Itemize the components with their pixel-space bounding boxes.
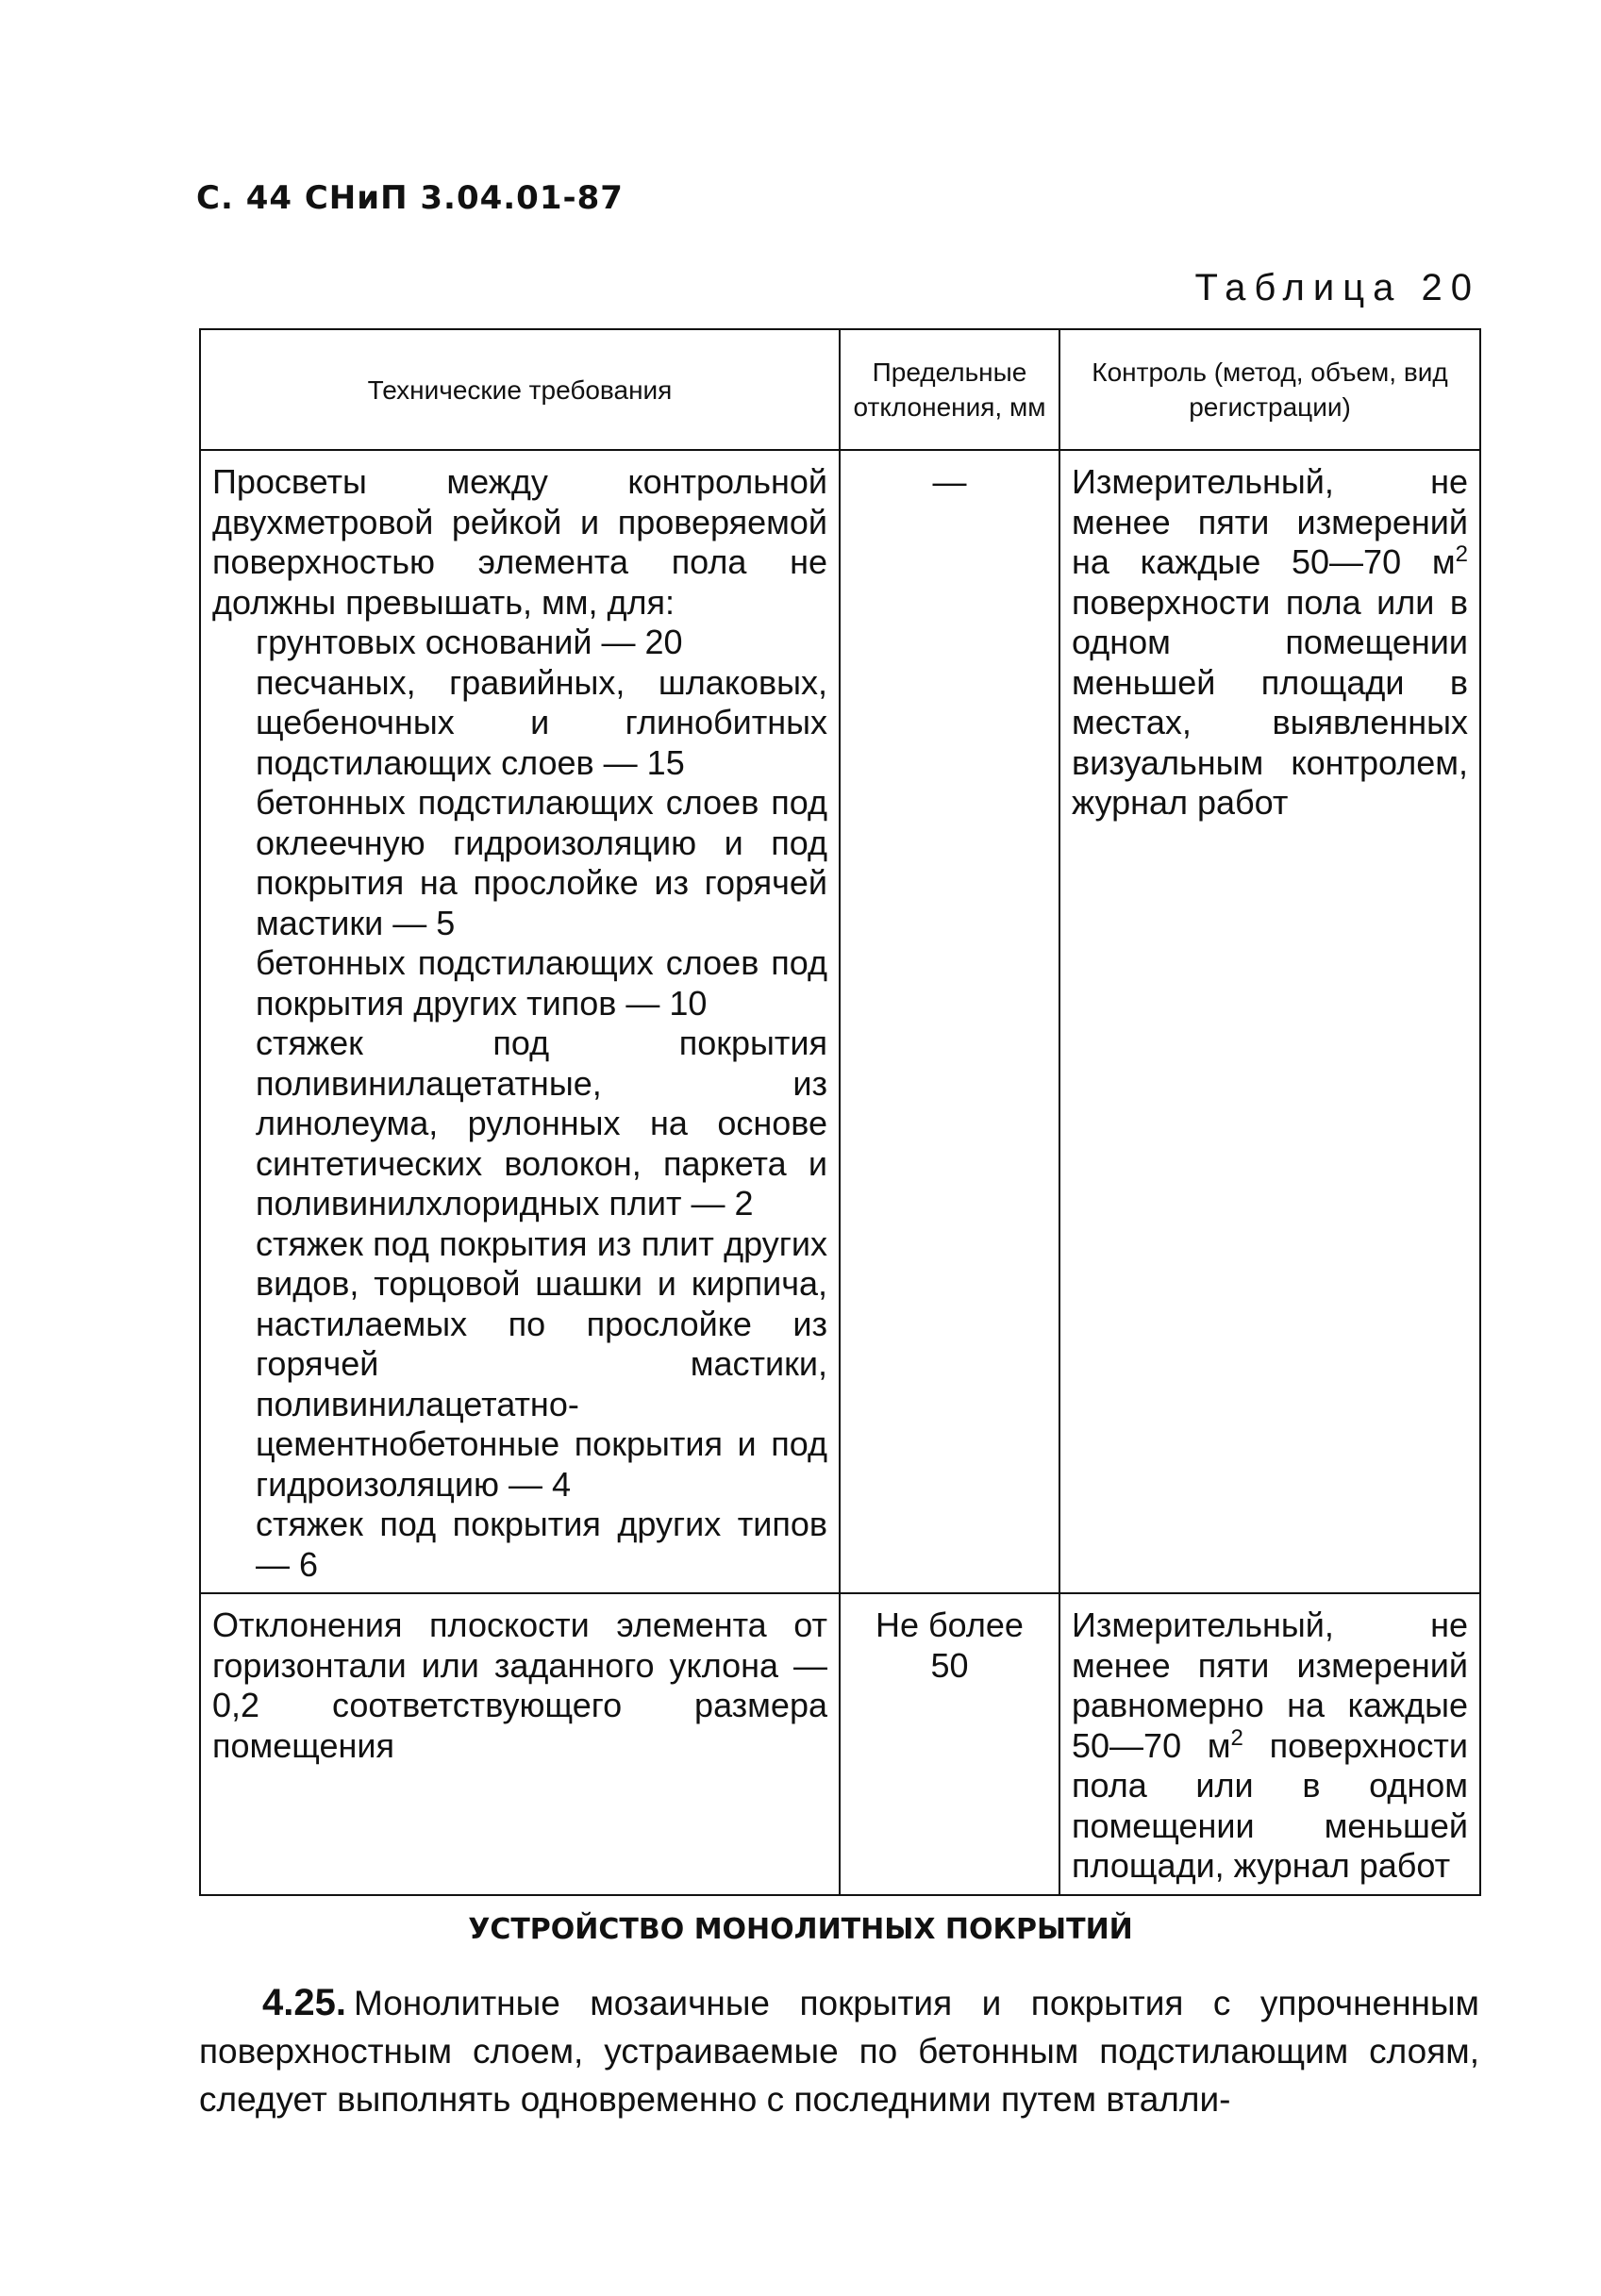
- requirement-item: стяжек под покрытия из плит других видов, торцовой шашки и кирпича, настилаемых по прослойке из горячей мастики, поливинилацетатно-цементнобетонные покрытия и под гидроизоляцию — 4: [256, 1223, 827, 1504]
- requirement-cell: Отклонения плоскости элемента от горизонтали или заданного уклона — 0,2 соответствующего размера помещения: [200, 1593, 840, 1895]
- requirement-item: стяжек под покрытия других типов — 6: [256, 1505, 827, 1584]
- column-header-deviations: Предельные отклонения, мм: [840, 329, 1059, 450]
- superscript-two: 2: [1230, 1724, 1243, 1751]
- requirements-table: [199, 328, 1481, 1896]
- table-row: [200, 1593, 1480, 1895]
- control-text-continued: поверхности пола или в одном помещении меньшей площади, журнал работ: [1072, 1725, 1468, 1885]
- deviation-value: 50: [930, 1645, 969, 1685]
- control-text-continued: поверхности пола или в одном помещении меньшей площади в местах, выявленных визуальным контролем, журнал работ: [1072, 582, 1468, 822]
- requirement-item: грунтовых оснований — 20: [256, 623, 683, 661]
- control-text: Измерительный, не менее пяти измерений равномерно на каждые 50—70 м: [1072, 1606, 1468, 1765]
- section-heading: УСТРОЙСТВО МОНОЛИТНЫХ ПОКРЫТИЙ: [468, 1913, 1133, 1946]
- control-cell: [1059, 450, 1480, 1593]
- requirement-item: песчаных, гравийных, шлаковых, щебеночных и глинобитных подстилающих слоев — 15: [256, 662, 827, 782]
- requirement-intro: Просветы между контрольной двухметровой рейкой и проверяемой поверхностью элемента пола не должны превышать, мм, для:: [212, 462, 827, 622]
- paragraph: [199, 1979, 1479, 2123]
- requirement-item: стяжек под покрытия поливинилацетатные, из линолеума, рулонных на основе синтетических волокон, паркета и поливинилхлоридных плит — 2: [256, 1023, 827, 1223]
- requirement-item: бетонных подстилающих слоев под покрытия других типов — 10: [256, 943, 827, 1023]
- requirement-cell: [200, 450, 840, 1593]
- deviation-cell: [840, 1593, 1059, 1895]
- table-caption: Таблица 20: [1194, 267, 1480, 308]
- control-cell: [1059, 1593, 1480, 1895]
- table-row: [200, 450, 1480, 1593]
- requirement-item: бетонных подстилающих слоев под оклеечную гидроизоляцию и под покрытия на прослойке из горячей мастики — 5: [256, 783, 827, 942]
- paragraph-number: 4.25.: [262, 1982, 346, 2023]
- deviation-cell: —: [840, 450, 1059, 1593]
- table-header-row: [200, 329, 1480, 450]
- page-header: С. 44 СНиП 3.04.01-87: [196, 179, 624, 217]
- control-text: Измерительный, не менее пяти измерений на каждые 50—70 м: [1072, 462, 1468, 581]
- superscript-two: 2: [1455, 541, 1468, 567]
- deviation-line: Не более: [876, 1606, 1024, 1644]
- column-header-requirements: Технические требования: [200, 329, 840, 450]
- paragraph-text: Монолитные мозаичные покрытия и покрытия с упрочненным поверхностным слоем, устраиваемые по бетонным подстилающим слоям, следует выполнять одновременно с последними путем вталли-: [199, 1984, 1479, 2119]
- column-header-control: Контроль (метод, объем, вид регистрации): [1059, 329, 1480, 450]
